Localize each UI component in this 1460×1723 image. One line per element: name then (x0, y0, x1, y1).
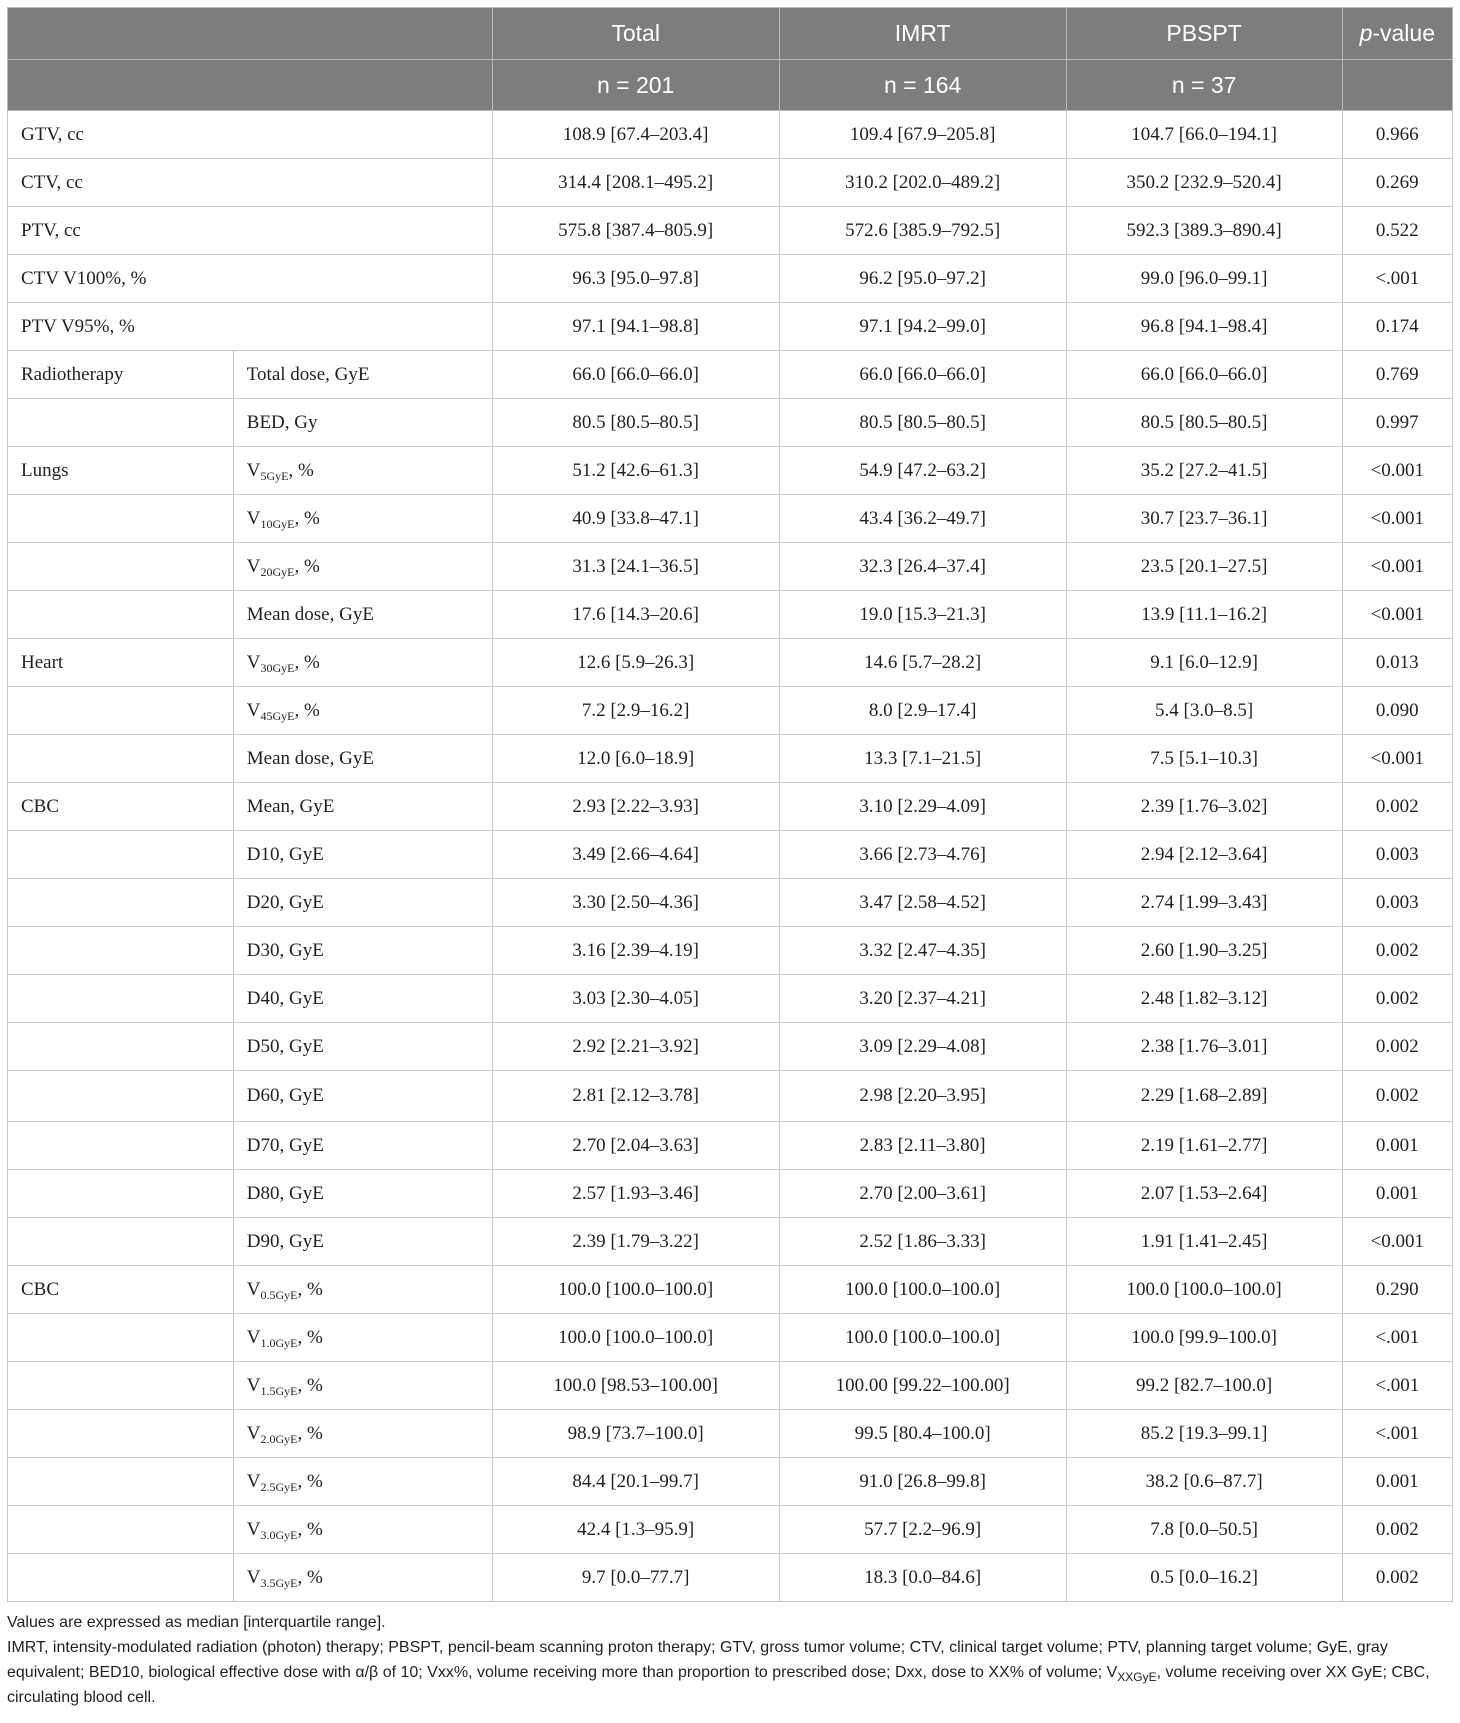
table-row (8, 111, 1453, 159)
row-group (8, 1023, 234, 1071)
metric-unit: , % (294, 651, 320, 673)
header-imrt-n: n = 164 (779, 60, 1066, 111)
p-value-cell: <0.001 (1342, 543, 1452, 591)
row-metric (233, 783, 492, 831)
pbspt-cell: 2.07 [1.53–2.64] (1066, 1170, 1342, 1218)
row-metric (233, 1023, 492, 1071)
table-row (8, 1506, 1453, 1554)
metric-unit: , % (288, 459, 314, 481)
p-value-cell: <.001 (1342, 255, 1452, 303)
table-row (8, 1266, 1453, 1314)
pbspt-cell: 2.48 [1.82–3.12] (1066, 975, 1342, 1023)
imrt-cell: 3.10 [2.29–4.09] (779, 783, 1066, 831)
imrt-cell: 32.3 [26.4–37.4] (779, 543, 1066, 591)
table-row (8, 1554, 1453, 1602)
imrt-cell: 43.4 [36.2–49.7] (779, 495, 1066, 543)
total-cell: 2.39 [1.79–3.22] (492, 1218, 779, 1266)
total-cell: 314.4 [208.1–495.2] (492, 159, 779, 207)
header-p-value (1342, 8, 1452, 60)
row-group: Radiotherapy (8, 351, 234, 399)
table-row (8, 831, 1453, 879)
p-value-cell: <0.001 (1342, 1218, 1452, 1266)
metric-label: V (246, 1278, 261, 1300)
imrt-cell: 3.20 [2.37–4.21] (779, 975, 1066, 1023)
metric-label: V (246, 1518, 261, 1540)
header-pbspt: PBSPT (1066, 8, 1342, 60)
metric-subscript: 45GyE (260, 708, 295, 723)
p-value-cell: 0.997 (1342, 399, 1452, 447)
pbspt-cell: 66.0 [66.0–66.0] (1066, 351, 1342, 399)
p-value-cell: 0.001 (1342, 1170, 1452, 1218)
imrt-cell: 66.0 [66.0–66.0] (779, 351, 1066, 399)
row-group (8, 1506, 234, 1554)
pbspt-cell: 5.4 [3.0–8.5] (1066, 687, 1342, 735)
row-group (8, 975, 234, 1023)
p-value-cell: <.001 (1342, 1362, 1452, 1410)
row-group (8, 1554, 234, 1602)
row-group (8, 591, 234, 639)
row-label: PTV, cc (8, 207, 493, 255)
table-row (8, 879, 1453, 927)
pbspt-cell: 2.60 [1.90–3.25] (1066, 927, 1342, 975)
imrt-cell: 572.6 [385.9–792.5] (779, 207, 1066, 255)
metric-subscript: 3.0GyE (260, 1527, 298, 1542)
footnote-abbrev-sub: XXGyE (1117, 1670, 1157, 1684)
imrt-cell: 96.2 [95.0–97.2] (779, 255, 1066, 303)
p-value-cell: <0.001 (1342, 447, 1452, 495)
metric-subscript: 3.5GyE (260, 1575, 298, 1590)
metric-subscript: 5GyE (260, 468, 289, 483)
header-imrt: IMRT (779, 8, 1066, 60)
row-group (8, 495, 234, 543)
row-group: Heart (8, 639, 234, 687)
p-value-cell: 0.174 (1342, 303, 1452, 351)
metric-label: V (246, 651, 261, 673)
metric-label: V (246, 1566, 261, 1588)
metric-label: V (246, 699, 261, 721)
total-cell: 3.16 [2.39–4.19] (492, 927, 779, 975)
total-cell: 3.49 [2.66–4.64] (492, 831, 779, 879)
row-group (8, 1071, 234, 1122)
p-value-cell: 0.002 (1342, 1023, 1452, 1071)
row-group: Lungs (8, 447, 234, 495)
table-row (8, 1314, 1453, 1362)
pbspt-cell: 85.2 [19.3–99.1] (1066, 1410, 1342, 1458)
total-cell: 98.9 [73.7–100.0] (492, 1410, 779, 1458)
pbspt-cell: 35.2 [27.2–41.5] (1066, 447, 1342, 495)
p-value-cell: 0.001 (1342, 1122, 1452, 1170)
row-label: CTV V100%, % (8, 255, 493, 303)
pbspt-cell: 99.2 [82.7–100.0] (1066, 1362, 1342, 1410)
table-row (8, 303, 1453, 351)
total-cell: 40.9 [33.8–47.1] (492, 495, 779, 543)
metric-label: V (246, 1422, 261, 1444)
pbspt-cell: 100.0 [99.9–100.0] (1066, 1314, 1342, 1362)
metric-label: D40, GyE (246, 987, 324, 1009)
metric-unit: , % (297, 1518, 323, 1540)
table-row (8, 591, 1453, 639)
pbspt-cell: 38.2 [0.6–87.7] (1066, 1458, 1342, 1506)
row-metric (233, 1506, 492, 1554)
p-value-cell: 0.002 (1342, 1554, 1452, 1602)
total-cell: 108.9 [67.4–203.4] (492, 111, 779, 159)
total-cell: 3.03 [2.30–4.05] (492, 975, 779, 1023)
row-label: CTV, cc (8, 159, 493, 207)
metric-label: V (246, 555, 261, 577)
metric-label: Total dose, GyE (246, 363, 370, 385)
metric-subscript: 30GyE (260, 660, 295, 675)
header-p-italic: p (1359, 20, 1373, 46)
header-p-suffix: -value (1372, 20, 1436, 46)
table-header (8, 8, 1453, 111)
metric-label: Mean dose, GyE (246, 747, 374, 769)
total-cell: 97.1 [94.1–98.8] (492, 303, 779, 351)
row-group (8, 879, 234, 927)
row-group: CBC (8, 783, 234, 831)
total-cell: 66.0 [66.0–66.0] (492, 351, 779, 399)
total-cell: 51.2 [42.6–61.3] (492, 447, 779, 495)
imrt-cell: 100.00 [99.22–100.00] (779, 1362, 1066, 1410)
metric-unit: , % (294, 699, 320, 721)
metric-subscript: 10GyE (260, 516, 295, 531)
pbspt-cell: 99.0 [96.0–99.1] (1066, 255, 1342, 303)
imrt-cell: 57.7 [2.2–96.9] (779, 1506, 1066, 1554)
table-row (8, 207, 1453, 255)
p-value-cell: 0.002 (1342, 975, 1452, 1023)
imrt-cell: 91.0 [26.8–99.8] (779, 1458, 1066, 1506)
total-cell: 2.57 [1.93–3.46] (492, 1170, 779, 1218)
metric-label: V (246, 1326, 261, 1348)
total-cell: 100.0 [98.53–100.00] (492, 1362, 779, 1410)
metric-label: V (246, 507, 261, 529)
imrt-cell: 2.52 [1.86–3.33] (779, 1218, 1066, 1266)
pbspt-cell: 9.1 [6.0–12.9] (1066, 639, 1342, 687)
metric-label: Mean, GyE (246, 795, 335, 817)
p-value-cell: 0.090 (1342, 687, 1452, 735)
metric-label: D80, GyE (246, 1182, 324, 1204)
metric-unit: , % (294, 507, 320, 529)
table-page (7, 7, 1455, 1710)
row-label: GTV, cc (8, 111, 493, 159)
header-blank-cell-2 (8, 60, 493, 111)
row-metric (233, 543, 492, 591)
p-value-cell: <.001 (1342, 1410, 1452, 1458)
dose-comparison-table (7, 7, 1453, 1602)
p-value-cell: <0.001 (1342, 735, 1452, 783)
row-metric (233, 1122, 492, 1170)
row-metric (233, 1170, 492, 1218)
imrt-cell: 19.0 [15.3–21.3] (779, 591, 1066, 639)
pbspt-cell: 2.19 [1.61–2.77] (1066, 1122, 1342, 1170)
p-value-cell: 0.002 (1342, 927, 1452, 975)
imrt-cell: 2.83 [2.11–3.80] (779, 1122, 1066, 1170)
imrt-cell: 97.1 [94.2–99.0] (779, 303, 1066, 351)
pbspt-cell: 350.2 [232.9–520.4] (1066, 159, 1342, 207)
p-value-cell: <0.001 (1342, 495, 1452, 543)
metric-unit: , % (297, 1278, 323, 1300)
p-value-cell: 0.001 (1342, 1458, 1452, 1506)
metric-subscript: 2.0GyE (260, 1431, 298, 1446)
metric-label: D50, GyE (246, 1035, 324, 1057)
footnote-abbrev-text-end: , volume receiving over XX GyE; CBC, circulating blood cell. (7, 1664, 1430, 1706)
row-label: PTV V95%, % (8, 303, 493, 351)
metric-unit: , % (294, 555, 320, 577)
metric-label: D30, GyE (246, 939, 324, 961)
imrt-cell: 13.3 [7.1–21.5] (779, 735, 1066, 783)
total-cell: 84.4 [20.1–99.7] (492, 1458, 779, 1506)
footnote-values: Values are expressed as median [interquartile range]. (7, 1614, 386, 1631)
imrt-cell: 3.32 [2.47–4.35] (779, 927, 1066, 975)
total-cell: 2.81 [2.12–3.78] (492, 1071, 779, 1122)
total-cell: 2.70 [2.04–3.63] (492, 1122, 779, 1170)
total-cell: 31.3 [24.1–36.5] (492, 543, 779, 591)
metric-label: V (246, 459, 261, 481)
header-pbspt-n: n = 37 (1066, 60, 1342, 111)
imrt-cell: 54.9 [47.2–63.2] (779, 447, 1066, 495)
row-metric (233, 687, 492, 735)
imrt-cell: 3.47 [2.58–4.52] (779, 879, 1066, 927)
row-group (8, 543, 234, 591)
table-row (8, 495, 1453, 543)
total-cell: 7.2 [2.9–16.2] (492, 687, 779, 735)
p-value-cell: 0.769 (1342, 351, 1452, 399)
table-row (8, 735, 1453, 783)
metric-unit: , % (297, 1374, 323, 1396)
pbspt-cell: 23.5 [20.1–27.5] (1066, 543, 1342, 591)
pbspt-cell: 96.8 [94.1–98.4] (1066, 303, 1342, 351)
row-metric (233, 1554, 492, 1602)
table-row (8, 1458, 1453, 1506)
row-group (8, 399, 234, 447)
metric-unit: , % (297, 1470, 323, 1492)
table-row (8, 1218, 1453, 1266)
row-group (8, 927, 234, 975)
row-group (8, 1410, 234, 1458)
pbspt-cell: 2.38 [1.76–3.01] (1066, 1023, 1342, 1071)
pbspt-cell: 7.8 [0.0–50.5] (1066, 1506, 1342, 1554)
imrt-cell: 109.4 [67.9–205.8] (779, 111, 1066, 159)
row-metric (233, 927, 492, 975)
metric-label: V (246, 1374, 261, 1396)
pbspt-cell: 80.5 [80.5–80.5] (1066, 399, 1342, 447)
imrt-cell: 14.6 [5.7–28.2] (779, 639, 1066, 687)
total-cell: 575.8 [387.4–805.9] (492, 207, 779, 255)
total-cell: 17.6 [14.3–20.6] (492, 591, 779, 639)
metric-unit: , % (297, 1422, 323, 1444)
metric-label: D60, GyE (246, 1085, 324, 1106)
imrt-cell: 18.3 [0.0–84.6] (779, 1554, 1066, 1602)
total-cell: 12.6 [5.9–26.3] (492, 639, 779, 687)
p-value-cell: <0.001 (1342, 591, 1452, 639)
p-value-cell: 0.966 (1342, 111, 1452, 159)
table-row (8, 687, 1453, 735)
row-group: CBC (8, 1266, 234, 1314)
total-cell: 2.92 [2.21–3.92] (492, 1023, 779, 1071)
metric-label: D10, GyE (246, 843, 324, 865)
row-group (8, 1314, 234, 1362)
metric-label: Mean dose, GyE (246, 603, 374, 625)
imrt-cell: 99.5 [80.4–100.0] (779, 1410, 1066, 1458)
p-value-cell: 0.003 (1342, 831, 1452, 879)
pbspt-cell: 7.5 [5.1–10.3] (1066, 735, 1342, 783)
metric-subscript: 1.5GyE (260, 1383, 298, 1398)
table-row (8, 351, 1453, 399)
metric-label: D90, GyE (246, 1230, 324, 1252)
row-metric (233, 1071, 492, 1122)
pbspt-cell: 2.94 [2.12–3.64] (1066, 831, 1342, 879)
p-value-cell: 0.002 (1342, 1071, 1452, 1122)
p-value-cell: 0.003 (1342, 879, 1452, 927)
row-metric (233, 1266, 492, 1314)
row-group (8, 1458, 234, 1506)
pbspt-cell: 104.7 [66.0–194.1] (1066, 111, 1342, 159)
p-value-cell: 0.269 (1342, 159, 1452, 207)
metric-subscript: 0.5GyE (260, 1287, 298, 1302)
table-row (8, 1023, 1453, 1071)
table-row (8, 1071, 1453, 1122)
metric-subscript: 20GyE (260, 564, 295, 579)
total-cell: 42.4 [1.3–95.9] (492, 1506, 779, 1554)
row-group (8, 831, 234, 879)
imrt-cell: 2.70 [2.00–3.61] (779, 1170, 1066, 1218)
table-row (8, 447, 1453, 495)
pbspt-cell: 2.29 [1.68–2.89] (1066, 1071, 1342, 1122)
table-row (8, 975, 1453, 1023)
header-blank-cell (8, 8, 493, 60)
pbspt-cell: 592.3 [389.3–890.4] (1066, 207, 1342, 255)
total-cell: 3.30 [2.50–4.36] (492, 879, 779, 927)
header-total-n: n = 201 (492, 60, 779, 111)
row-group (8, 1170, 234, 1218)
row-metric (233, 1314, 492, 1362)
total-cell: 2.93 [2.22–3.93] (492, 783, 779, 831)
table-row (8, 927, 1453, 975)
metric-subscript: 2.5GyE (260, 1479, 298, 1494)
table-row (8, 783, 1453, 831)
row-metric (233, 879, 492, 927)
imrt-cell: 310.2 [202.0–489.2] (779, 159, 1066, 207)
row-metric (233, 1458, 492, 1506)
row-metric (233, 1218, 492, 1266)
table-row (8, 159, 1453, 207)
metric-subscript: 1.0GyE (260, 1335, 298, 1350)
table-row (8, 1410, 1453, 1458)
row-group (8, 735, 234, 783)
row-group (8, 1122, 234, 1170)
metric-label: BED, Gy (246, 411, 318, 433)
p-value-cell: 0.013 (1342, 639, 1452, 687)
total-cell: 9.7 [0.0–77.7] (492, 1554, 779, 1602)
imrt-cell: 100.0 [100.0–100.0] (779, 1266, 1066, 1314)
footnote-abbrev-text: IMRT, intensity-modulated radiation (photon) therapy; PBSPT, pencil-beam scanning proton therapy; GTV, gross tumor volume; CTV, clinical target volume; PTV, planning target volume; GyE, gray equivalent; BED10, biological effective dose with α/β of 10; Vxx%, volume receiving more than proportion to prescribed dose; Dxx, dose to XX% of volume; V (7, 1639, 1388, 1681)
imrt-cell: 80.5 [80.5–80.5] (779, 399, 1066, 447)
table-row (8, 543, 1453, 591)
table-body (8, 111, 1453, 1602)
pbspt-cell: 13.9 [11.1–16.2] (1066, 591, 1342, 639)
total-cell: 96.3 [95.0–97.8] (492, 255, 779, 303)
row-group (8, 1218, 234, 1266)
imrt-cell: 3.09 [2.29–4.08] (779, 1023, 1066, 1071)
row-group (8, 687, 234, 735)
table-row (8, 1170, 1453, 1218)
total-cell: 100.0 [100.0–100.0] (492, 1266, 779, 1314)
total-cell: 100.0 [100.0–100.0] (492, 1314, 779, 1362)
row-metric (233, 975, 492, 1023)
table-row (8, 1362, 1453, 1410)
row-metric (233, 639, 492, 687)
table-row (8, 255, 1453, 303)
p-value-cell: 0.522 (1342, 207, 1452, 255)
row-metric (233, 735, 492, 783)
metric-label: V (246, 1470, 261, 1492)
footnote-abbreviations (7, 1635, 1453, 1710)
header-total: Total (492, 8, 779, 60)
pbspt-cell: 30.7 [23.7–36.1] (1066, 495, 1342, 543)
row-metric (233, 399, 492, 447)
imrt-cell: 2.98 [2.20–3.95] (779, 1071, 1066, 1122)
total-cell: 12.0 [6.0–18.9] (492, 735, 779, 783)
pbspt-cell: 0.5 [0.0–16.2] (1066, 1554, 1342, 1602)
metric-label: D20, GyE (246, 891, 324, 913)
row-metric (233, 831, 492, 879)
metric-unit: , % (297, 1566, 323, 1588)
table-row (8, 399, 1453, 447)
p-value-cell: 0.002 (1342, 1506, 1452, 1554)
p-value-cell: <.001 (1342, 1314, 1452, 1362)
pbspt-cell: 2.39 [1.76–3.02] (1066, 783, 1342, 831)
row-group (8, 1362, 234, 1410)
p-value-cell: 0.002 (1342, 783, 1452, 831)
imrt-cell: 8.0 [2.9–17.4] (779, 687, 1066, 735)
table-row (8, 1122, 1453, 1170)
metric-unit: , % (297, 1326, 323, 1348)
imrt-cell: 3.66 [2.73–4.76] (779, 831, 1066, 879)
table-row (8, 639, 1453, 687)
table-footnotes (7, 1610, 1453, 1710)
row-metric (233, 351, 492, 399)
imrt-cell: 100.0 [100.0–100.0] (779, 1314, 1066, 1362)
row-metric (233, 1362, 492, 1410)
row-metric (233, 495, 492, 543)
metric-label: D70, GyE (246, 1134, 324, 1156)
header-p-blank (1342, 60, 1452, 111)
row-metric (233, 447, 492, 495)
row-metric (233, 591, 492, 639)
pbspt-cell: 1.91 [1.41–2.45] (1066, 1218, 1342, 1266)
pbspt-cell: 100.0 [100.0–100.0] (1066, 1266, 1342, 1314)
total-cell: 80.5 [80.5–80.5] (492, 399, 779, 447)
row-metric (233, 1410, 492, 1458)
pbspt-cell: 2.74 [1.99–3.43] (1066, 879, 1342, 927)
p-value-cell: 0.290 (1342, 1266, 1452, 1314)
